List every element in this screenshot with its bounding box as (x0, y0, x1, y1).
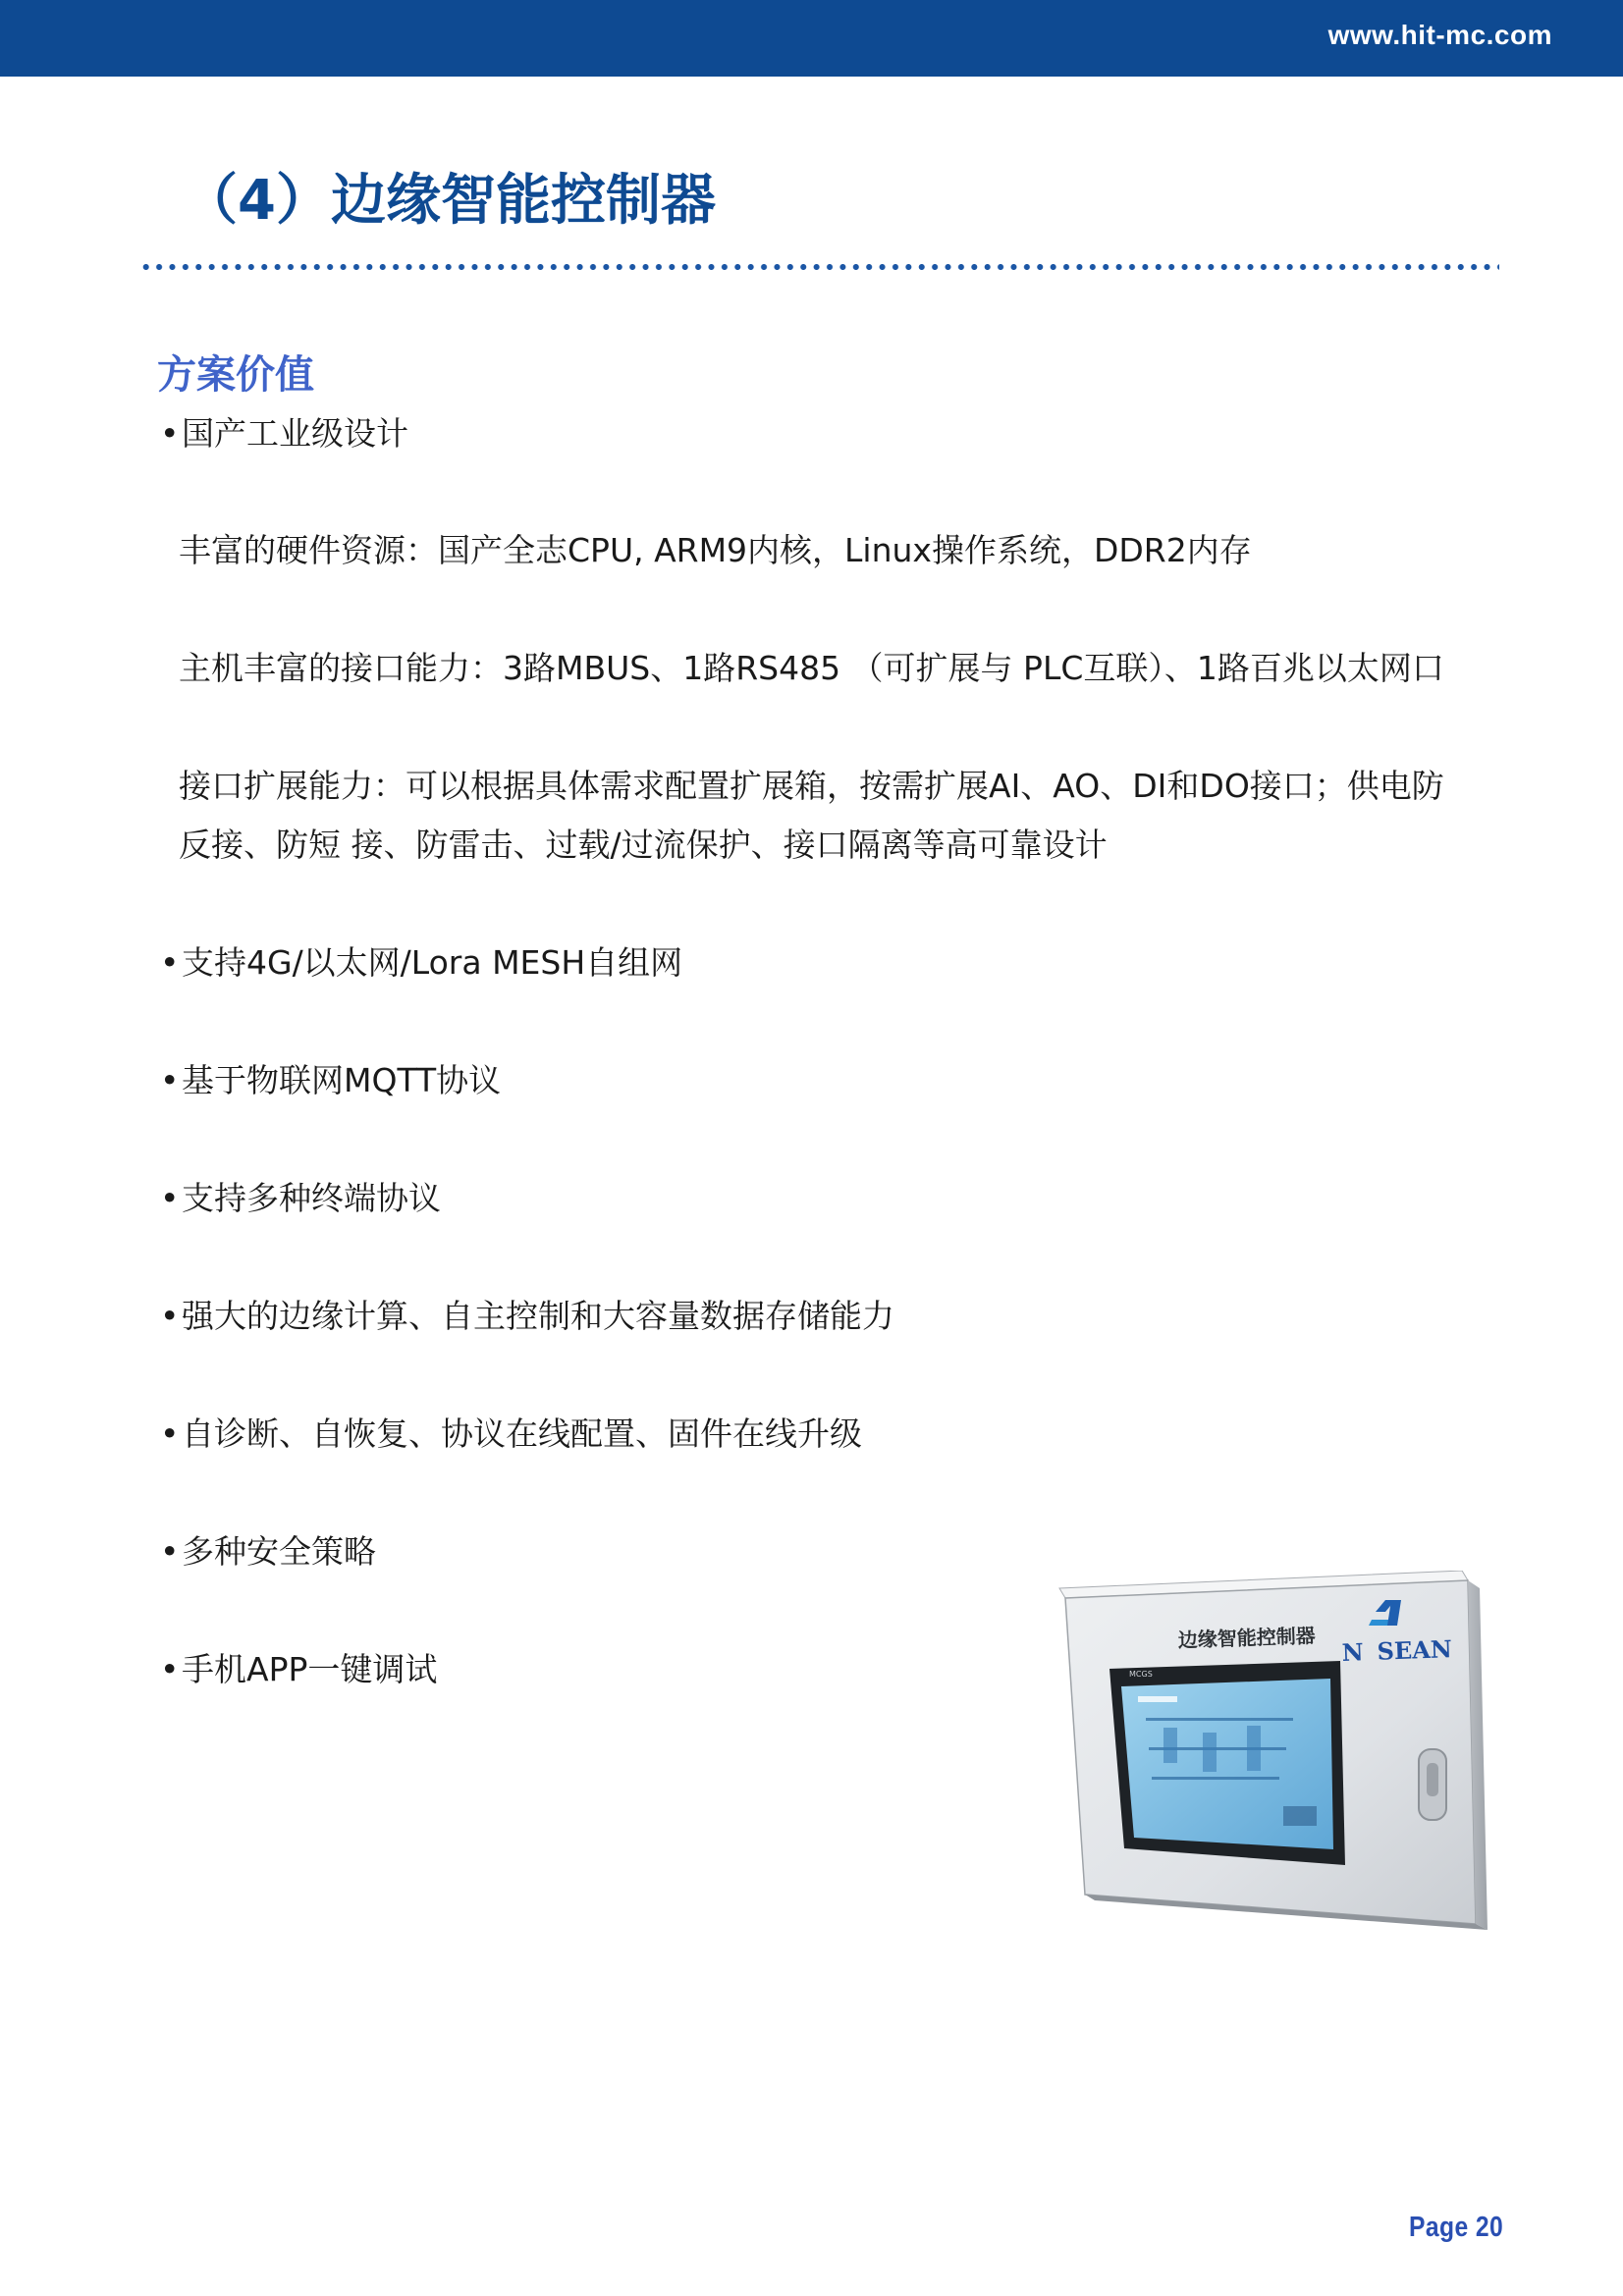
bullet-icon: • (160, 1297, 180, 1335)
list-item: 手机APP一键调试 (182, 1650, 438, 1688)
list-item: 多种安全策略 (182, 1532, 376, 1571)
section-heading: 方案价值 (157, 352, 314, 398)
svg-text:NSEAN (1341, 1634, 1452, 1667)
list-item: 自诊断、自恢复、协议在线配置、固件在线升级 (182, 1415, 862, 1453)
brand-suffix: SEAN (1377, 1634, 1453, 1666)
sub-list-item: 主机丰富的接口能力：3路MBUS、1路RS485 （可扩展与 PLC互联）、1路百兆以太网口 (179, 649, 1444, 687)
list-item: 强大的边缘计算、自主控制和大容量数据存储能力 (182, 1297, 894, 1335)
bullet-icon: • (160, 414, 180, 453)
bullet-icon: • (160, 943, 180, 982)
brand-prefix: N (1341, 1637, 1365, 1667)
page-number: Page 20 (1408, 2212, 1503, 2243)
bullet-icon: • (160, 1061, 180, 1099)
header-bar (0, 0, 1623, 77)
list-item: 支持多种终端协议 (182, 1179, 441, 1217)
page-title: （4）边缘智能控制器 (183, 169, 716, 233)
sub-list-item: 接口扩展能力：可以根据具体需求配置扩展箱，按需扩展AI、AO、DI和DO接口；供电防 (179, 767, 1444, 805)
sub-list-item: 丰富的硬件资源：国产全志CPU, ARM9内核，Linux操作系统，DDR2内存 (179, 531, 1252, 569)
site-url[interactable]: www.hit-mc.com (1327, 20, 1552, 50)
screen-brand: MCGS (1129, 1670, 1153, 1679)
bullet-icon: • (160, 1650, 180, 1688)
list-item: 国产工业级设计 (182, 414, 408, 453)
list-item: 基于物联网MQTT协议 (182, 1061, 502, 1099)
sub-list-item: 反接、防短 接、防雷击、过载/过流保护、接口隔离等高可靠设计 (179, 826, 1108, 864)
bullet-icon: • (160, 1532, 180, 1571)
bullet-icon: • (160, 1415, 180, 1453)
panel-label: 边缘智能控制器 (1177, 1624, 1317, 1652)
bullet-icon: • (160, 1179, 180, 1217)
dotted-divider (139, 263, 1499, 271)
list-item: 支持4G/以太网/Lora MESH自组网 (182, 943, 683, 982)
controller-product-image (1055, 1571, 1488, 1953)
